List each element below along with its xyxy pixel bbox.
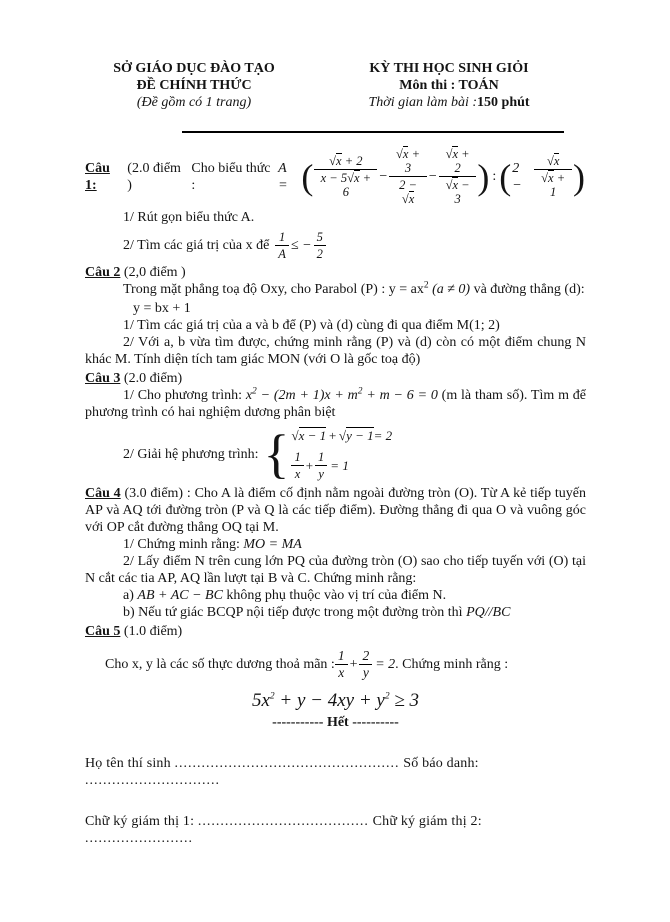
cau3-item1: 1/ Cho phương trình: $x^2 - (2m + 1)x + m^2 + m - 6 = 0$ (m là tham số). Tìm m để phương trình có hai nghiệm dương phân biệt — [85, 386, 586, 420]
superscript-2: 2 — [269, 691, 275, 702]
cau3-points: (2.0 điểm) — [123, 371, 183, 386]
cau3-quadratic: $x^2 - (2m + 1)x + m^2 + m - 6 = 0$ — [245, 386, 442, 403]
duration-label: Thời gian làm bài : — [368, 95, 478, 110]
cau1-item1: 1/ Rút gọn biểu thức A. — [123, 210, 255, 225]
issuing-authority: SỞ GIÁO DỤC ĐÀO TẠO — [113, 61, 275, 76]
sqrt-symbol: √ — [291, 428, 299, 443]
dotted-line: .............................. — [85, 773, 220, 788]
cau1-A-equals: A = — [278, 160, 288, 193]
cau4-item-a: a) AB + AC − BC không phụ thuộc vào vị trí của điểm N. — [123, 588, 447, 603]
cau2-item1: 1/ Tìm các giá trị của a và b để (P) và (d) cùng đi qua điểm M(1; 2) — [123, 318, 500, 333]
sqrt-symbol: √ — [347, 171, 354, 185]
cau3-label: Câu 3 — [85, 371, 121, 386]
cau2-a-ne-0: (a ≠ 0) — [428, 282, 471, 297]
cau4-points: (3.0 điểm) : — [124, 486, 191, 501]
sqrt-symbol: √ — [338, 428, 347, 443]
cau1-fraction-3: $\frac{√x + 2}{√x - 3}$ — [439, 147, 477, 206]
cau4-item-b: b) Nếu tứ giác BCQP nội tiếp được trong một đường tròn thì PQ//BC — [123, 605, 511, 620]
cau4-item2: 2/ Lấy điểm N trên cung lớn PQ của đường tròn (O) sao cho tiếp tuyến với (O) tại N cắt các tia AP, AQ lần lượt tại B và C. Chứng minh rằng: — [85, 554, 586, 586]
section-cau2-heading — [85, 264, 586, 281]
sqrt-symbol: √ — [329, 154, 337, 168]
cau5-label: Câu 5 — [85, 624, 121, 639]
duration-value: 150 phút — [477, 95, 530, 110]
cau1-frac-1-over-A: $\frac{1}{A}$ — [275, 230, 289, 261]
candidate-name-line — [85, 755, 586, 789]
cau5-points: (1.0 điểm) — [123, 624, 183, 639]
minus-operator: − — [379, 169, 388, 184]
sqrt-symbol: √ — [445, 147, 453, 161]
proctor1-label: Chữ ký giám thị 1: — [85, 814, 198, 829]
proctor2-label: Chữ ký giám thị 2: — [368, 814, 482, 829]
cau1-frac-5-over-2: $\frac{5}{2}$ — [314, 230, 326, 261]
cau1-fraction-2: $\frac{√x + 3}{2 - √x}$ — [389, 147, 427, 206]
header-divider — [182, 131, 564, 133]
frac-1-over-x: $\frac{1}{x}$ — [335, 649, 348, 680]
cau4-label: Câu 4 — [85, 486, 121, 501]
cau2-paragraph: Trong mặt phẳng toạ độ Oxy, cho Parabol (P) : $y = ax^2$ (a ≠ 0) và đường thẳng (d): — [123, 280, 585, 297]
cau1-item2 — [123, 228, 586, 262]
section-cau3-heading — [85, 370, 586, 387]
frac-1-over-x: $\frac{1}{x}$ — [291, 450, 303, 481]
system-equation-1: √x − 1 + √y − 1 = 2 — [291, 428, 393, 443]
candidate-number-label: Số báo danh: — [399, 756, 479, 771]
plus-operator: + — [349, 656, 358, 672]
exam-title: KỲ THI HỌC SINH GIỎI — [369, 61, 529, 76]
cau1-fraction-4: $\frac{√x}{√x + 1}$ — [534, 154, 572, 199]
cau5-condition-text: Cho x, y là các số thực dương thoả mãn : — [105, 656, 335, 672]
cau2-points: (2,0 điểm ) — [123, 265, 186, 280]
proctor-signature-line — [85, 813, 586, 847]
end-marker: ----------- Hết ---------- — [272, 715, 399, 730]
cau4-AB-AC-BC: AB + AC − BC — [137, 588, 223, 603]
plus-operator: + — [305, 458, 314, 473]
cau4-MO-MA: MO = MA — [243, 537, 302, 552]
cau1-points: (2.0 điểm ) — [127, 160, 181, 193]
section-cau1-heading: Câu 1: (2.0 điểm ) Cho biểu thức : A = ( $\frac{√x + 2}{x - 5√x + 6}$ − $\frac{√x + 3}{2 - √x}$ − $\frac{√x + 2}{√x - 3}$ ) : ( 2 − $\frac{√x}{√x + 1}$ ) — [85, 147, 585, 206]
sqrt-symbol: √ — [396, 147, 403, 161]
cau1-two-minus: 2 − — [512, 160, 522, 193]
cau5-inequality: $5x^2 + y - 4xy + y^2 \ge 3$ — [251, 690, 420, 711]
sqrt-symbol: √ — [401, 192, 409, 206]
system-equation-2: $\frac{1}{x}$ + $\frac{1}{y}$ = 1 — [291, 450, 392, 481]
cau3-item2-text: 2/ Giải hệ phương trình: — [123, 446, 259, 462]
cau2-item2: 2/ Với a, b vừa tìm được, chứng minh rằng (P) và (d) còn có một điểm chung N khác M. Tính diện tích tam giác MON (với O là gốc toạ độ) — [85, 335, 586, 367]
exam-type: ĐỀ CHÍNH THỨC — [136, 78, 252, 93]
dotted-line: .................................................. — [174, 756, 400, 771]
equals-2: = 2 — [375, 656, 396, 672]
header-right-block — [324, 60, 574, 111]
cau2-equation: y = bx + 1 — [133, 301, 191, 316]
sqrt-symbol: √ — [546, 154, 554, 168]
superscript-2: 2 — [423, 280, 429, 291]
sqrt-symbol: √ — [541, 171, 549, 185]
cau1-item2-text: 2/ Tìm các giá trị của x để — [123, 237, 270, 253]
superscript-2: 2 — [252, 386, 257, 397]
page-count-note: (Đề gồm có 1 trang) — [136, 95, 252, 110]
exam-subject: Môn thi : TOÁN — [399, 78, 499, 93]
cau3-system — [291, 427, 392, 481]
divide-colon: : — [492, 169, 497, 184]
cau1-label: Câu 1: — [85, 160, 110, 193]
cau1-fraction-1: $\frac{√x + 2}{x - 5√x + 6}$ — [314, 154, 377, 199]
cau1-intro: Cho biểu thức : — [191, 160, 271, 193]
header-left-block — [99, 60, 289, 111]
leq-minus: ≤ − — [290, 237, 312, 253]
cau3-item2: 2/ Giải hệ phương trình: { √x − 1 + √y − 1 = 2 $\frac{1}{x}$ + $\frac{1}{y}$ = 1 — [123, 424, 393, 484]
cau5-condition — [105, 646, 586, 682]
superscript-2: 2 — [384, 691, 390, 702]
cau2-label: Câu 2 — [85, 265, 121, 280]
dotted-line: ........................ — [85, 831, 193, 846]
frac-1-over-y: $\frac{1}{y}$ — [315, 450, 327, 481]
cau5-conclusion-text: . Chứng minh rằng : — [395, 656, 509, 672]
cau4-item1: 1/ Chứng minh rằng: MO = MA — [123, 537, 302, 552]
sqrt-symbol: √ — [445, 178, 453, 192]
section-cau5-heading — [85, 623, 586, 640]
dotted-line: ...................................... — [197, 814, 369, 829]
frac-2-over-y: $\frac{2}{y}$ — [359, 649, 372, 680]
minus-operator: − — [428, 169, 437, 184]
superscript-2: 2 — [357, 386, 363, 397]
cau4-paragraph: Câu 4 (3.0 điểm) : Cho A là điểm cố định nằm ngoài đường tròn (O). Từ A kẻ tiếp tuyến AP và AQ tới đường tròn (P và Q là các tiếp điểm). Đường thẳng đi qua O và vuông góc với OP cắt đường thẳng OQ tại M. — [85, 486, 586, 535]
cau4-PQ-BC: PQ//BC — [466, 605, 511, 620]
exam-header — [85, 60, 586, 111]
candidate-name-label: Họ tên thí sinh — [85, 756, 175, 771]
exam-duration — [324, 94, 574, 111]
